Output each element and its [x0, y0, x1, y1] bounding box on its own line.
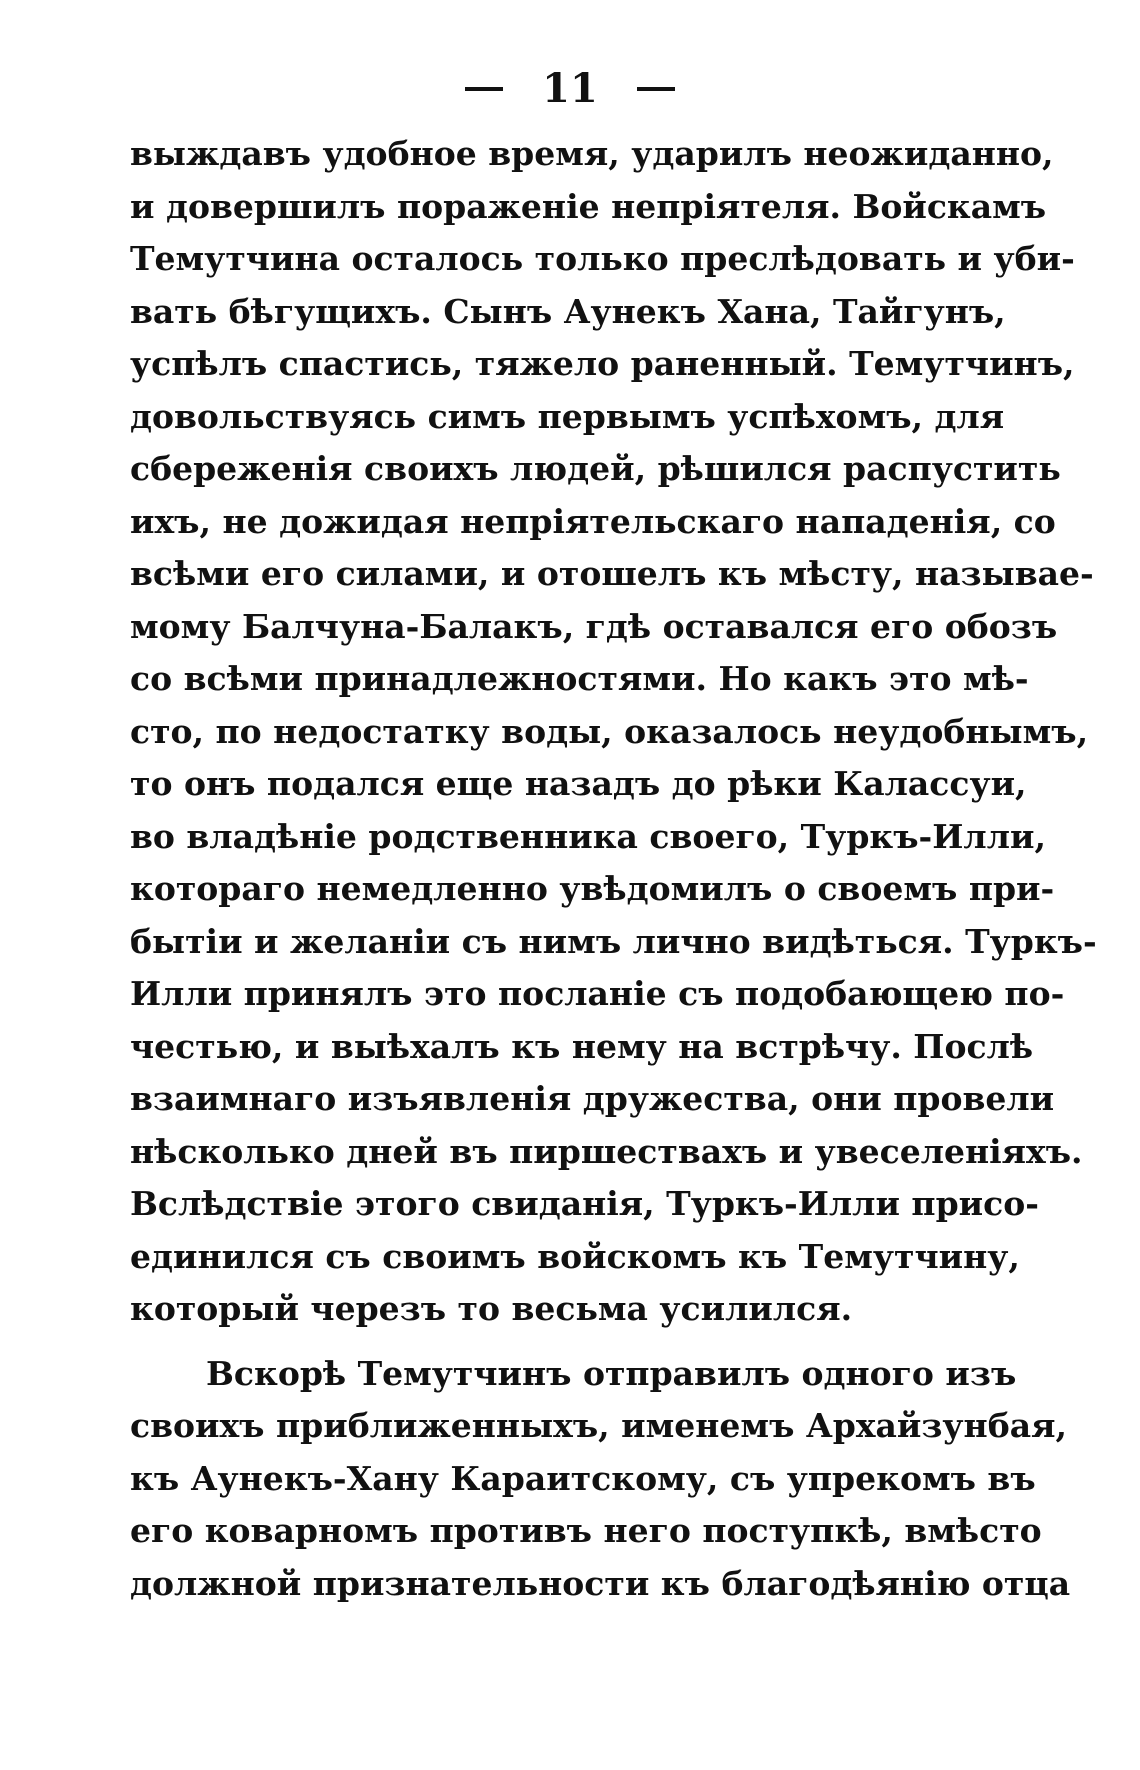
- text-line: со всѣми принадлежностями. Но какъ это мѣ-: [130, 659, 1029, 698]
- text-line: Илли принялъ это посланіе съ подобающею по-: [130, 974, 1065, 1013]
- page-header: [0, 56, 1140, 119]
- text-line: бытіи и желаніи съ нимъ лично видѣться. Туркъ-: [130, 921, 1097, 961]
- text-line: ихъ, не дожидая непріятельскаго нападенія, со: [130, 501, 1056, 541]
- text-line: выждавъ удобное время, ударилъ неожиданно,: [130, 134, 1054, 173]
- page-number: 11: [542, 65, 598, 112]
- text-line: взаимнаго изъявленія дружества, они провели: [130, 1079, 1055, 1118]
- text-line: успѣлъ спастись, тяжело раненный. Темутчинъ,: [130, 344, 1075, 383]
- text-line: честью, и выѣхалъ къ нему на встрѣчу. Послѣ: [130, 1026, 1034, 1066]
- text-line: сто, по недостатку воды, оказалось неудобнымъ,: [130, 711, 1089, 751]
- text-line: и довершилъ пораженіе непріятеля. Войскамъ: [130, 186, 1047, 226]
- text-line: то онъ подался еще назадъ до рѣки Калассуи,: [130, 764, 1027, 803]
- paragraph-gap: [130, 1336, 1002, 1348]
- text-line: во владѣніе родственника своего, Туркъ-Илли,: [130, 816, 1046, 856]
- text-line: должной признательности къ благодѣянію отца: [130, 1563, 1071, 1603]
- left-dash: [465, 87, 503, 91]
- text-line: всѣми его силами, и отошелъ къ мѣсту, называе-: [130, 554, 1094, 593]
- text-line: Вскорѣ Темутчинъ отправилъ одного изъ: [206, 1353, 1017, 1393]
- text-line: единился съ своимъ войскомъ къ Темутчину,: [130, 1236, 1020, 1276]
- text-line: довольствуясь симъ первымъ успѣхомъ, для: [130, 396, 1005, 436]
- text-line: нѣсколько дней въ пиршествахъ и увеселеніяхъ.: [130, 1131, 1083, 1171]
- text-line: къ Аунекъ-Хану Караитскому, съ упрекомъ въ: [130, 1458, 1036, 1498]
- text-line: котораго немедленно увѣдомилъ о своемъ при-: [130, 869, 1055, 908]
- paragraph-2: [130, 1348, 1071, 1611]
- paragraph-1: [130, 128, 1097, 1336]
- body-text: [130, 128, 1097, 1610]
- text-line: его коварномъ противъ него поступкѣ, вмѣсто: [130, 1511, 1042, 1550]
- text-line: вать бѣгущихъ. Сынъ Аунекъ Хана, Тайгунъ,: [130, 291, 1006, 331]
- text-line: Темутчина осталось только преслѣдовать и уби-: [130, 239, 1075, 278]
- text-line: который черезъ то весьма усилился.: [130, 1289, 853, 1328]
- text-line: сбереженія своихъ людей, рѣшился распустить: [130, 449, 1061, 488]
- right-dash: [637, 87, 675, 91]
- text-line: своихъ приближенныхъ, именемъ Архайзунбая,: [130, 1406, 1067, 1445]
- text-line: мому Балчуна-Балакъ, гдѣ оставался его обозъ: [130, 606, 1058, 646]
- text-line: Вслѣдствіе этого свиданія, Туркъ-Илли присо-: [130, 1184, 1039, 1223]
